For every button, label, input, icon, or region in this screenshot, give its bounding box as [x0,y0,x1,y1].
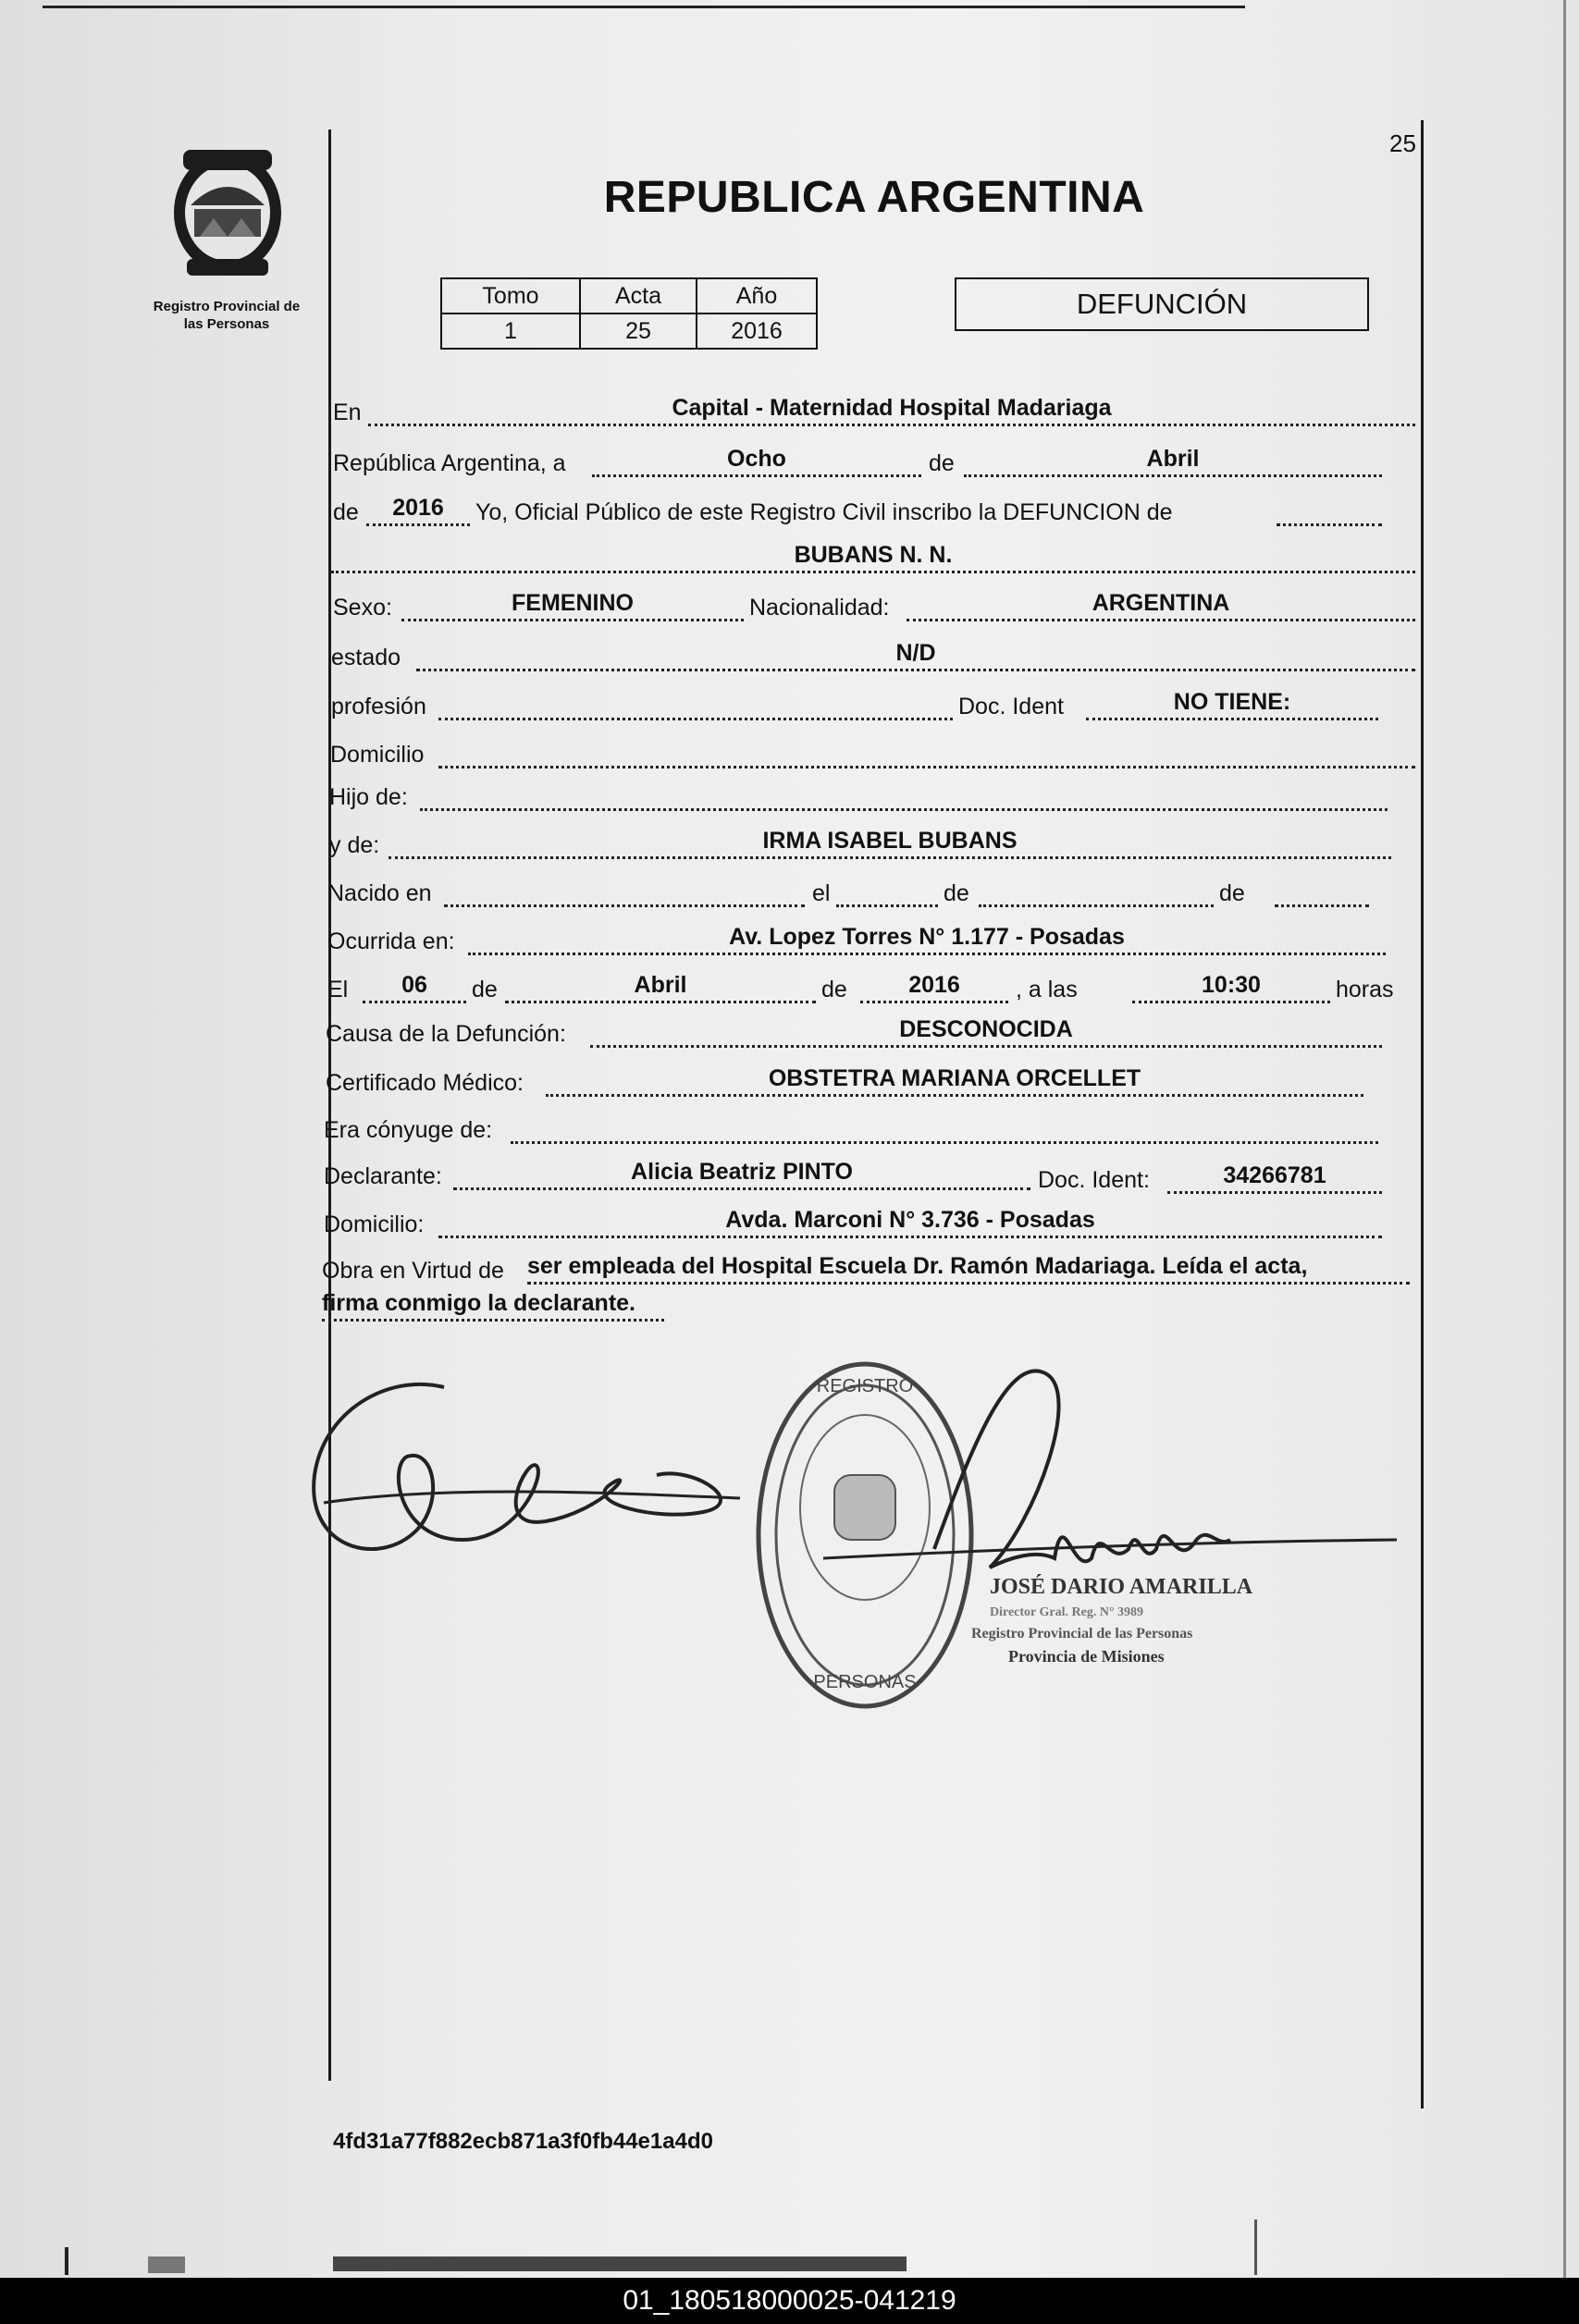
label-de: de [333,499,359,525]
label-republica: República Argentina, a [333,450,566,476]
field-y-de: IRMA ISABEL BUBANS [389,825,1391,859]
registry-table [440,277,818,350]
label-doc-ident: Doc. Ident: [1038,1167,1150,1193]
registry-value-anio: 2016 [697,314,817,349]
label-nacido-en: Nacido en [327,880,432,906]
label-yo: Yo, Oficial Público de este Registro Civil inscribo la DEFUNCION de [475,499,1173,525]
field-lugar: Capital - Maternidad Hospital Madariaga [368,392,1415,426]
official-signature [934,1371,1230,1568]
label-de: de [929,450,955,476]
label-doc-ident: Doc. Ident [958,694,1064,719]
label-de: de [1219,880,1245,906]
organization-line: Registro Provincial de [153,299,301,314]
organization-name [130,298,324,333]
field-domicilio [438,734,1415,769]
label-el: El [327,977,349,1002]
label-a-las: , a las [1016,977,1078,1002]
field-anio: 2016 [366,492,470,526]
field-doc-ident: NO TIENE: [1086,686,1378,720]
field-sexo: FEMENINO [401,587,744,621]
official-title: Director Gral. Reg. N° 3989 [990,1605,1144,1619]
label-de: de [821,977,847,1002]
field-nacido-dia [836,873,938,907]
label-conyuge: Era cónyuge de: [324,1117,493,1143]
provincial-emblem-icon [163,141,292,279]
label-de: de [944,880,969,906]
field-mes-muerte: Abril [505,969,816,1003]
label-obra: Obra en Virtud de [322,1258,504,1284]
registry-value-tomo: 1 [441,314,580,349]
field-blank [1277,492,1382,526]
label-certificado: Certificado Médico: [326,1070,524,1096]
field-nacionalidad: ARGENTINA [907,587,1415,621]
label-de: de [472,977,498,1002]
field-nacido-anio [1275,873,1369,907]
field-doc-declarante: 34266781 [1167,1160,1382,1194]
registry-header-acta: Acta [580,278,697,314]
top-edge-line [43,0,1245,8]
label-estado: estado [331,645,401,670]
label-nacionalidad: Nacionalidad: [749,595,890,621]
field-obra-line1: ser empleada del Hospital Escuela Dr. Ramón Madariaga. Leída el acta, [527,1250,1410,1285]
adjacent-page-edge [0,2219,1579,2275]
field-domicilio-declarante: Avda. Marconi N° 3.736 - Posadas [438,1204,1382,1238]
registry-header-tomo: Tomo [441,278,580,314]
field-conyuge [511,1110,1378,1144]
page-number: 25 [1389,129,1416,157]
label-ocurrida-en: Ocurrida en: [327,928,455,954]
label-declarante: Declarante: [324,1163,442,1189]
registry-header-anio: Año [697,278,817,314]
field-dia-muerte: 06 [363,969,466,1003]
registry-value-acta: 25 [580,314,697,349]
field-hora: 10:30 [1132,969,1330,1003]
label-domicilio: Domicilio: [324,1211,425,1237]
field-causa: DESCONOCIDA [590,1014,1382,1048]
document-hash: 4fd31a77f882ecb871a3f0fb44e1a4d0 [333,2129,713,2154]
svg-text:PERSONAS: PERSONAS [813,1672,917,1692]
field-profesion [438,686,953,720]
signature-area [305,1336,1434,1725]
field-estado: N/D [416,637,1415,671]
field-certificado: OBSTETRA MARIANA ORCELLET [546,1063,1363,1097]
official-stamp [971,1575,1253,1666]
label-horas: horas [1336,977,1394,1002]
field-anio-muerte: 2016 [860,969,1008,1003]
label-sexo: Sexo: [333,595,392,621]
field-declarante: Alicia Beatriz PINTO [453,1156,1030,1190]
field-hijo-de [420,777,1388,811]
scan-footer-id: 01_180518000025-041219 [0,2278,1579,2324]
right-edge-line [1563,0,1566,2278]
official-province: Provincia de Misiones [1008,1647,1165,1666]
label-hijo-de: Hijo de: [329,784,408,810]
label-el: el [812,880,831,906]
declarant-signature [314,1384,721,1549]
right-margin-line [1421,120,1424,2109]
svg-text:REGISTRO: REGISTRO [816,1376,914,1396]
official-registry: Registro Provincial de las Personas [971,1626,1193,1642]
field-nacido-en [444,873,805,907]
field-fallecido: BUBANS N. N. [331,539,1415,573]
field-nacido-mes [979,873,1214,907]
left-margin-line [328,129,331,2081]
page-title: REPUBLICA ARGENTINA [603,173,1145,222]
field-obra-line2: firma conmigo la declarante. [322,1287,664,1322]
label-profesion: profesión [331,694,426,719]
label-en: En [333,400,362,425]
field-mes: Abril [964,443,1382,477]
organization-line: las Personas [183,316,270,332]
label-y-de: y de: [329,832,380,858]
label-domicilio: Domicilio [330,742,425,768]
field-dia-letras: Ocho [592,443,921,477]
official-name: JOSÉ DARIO AMARILLA [990,1575,1253,1599]
field-ocurrida-en: Av. Lopez Torres N° 1.177 - Posadas [468,921,1386,955]
label-causa: Causa de la Defunción: [326,1021,566,1047]
record-type-box: DEFUNCIÓN [955,277,1369,331]
